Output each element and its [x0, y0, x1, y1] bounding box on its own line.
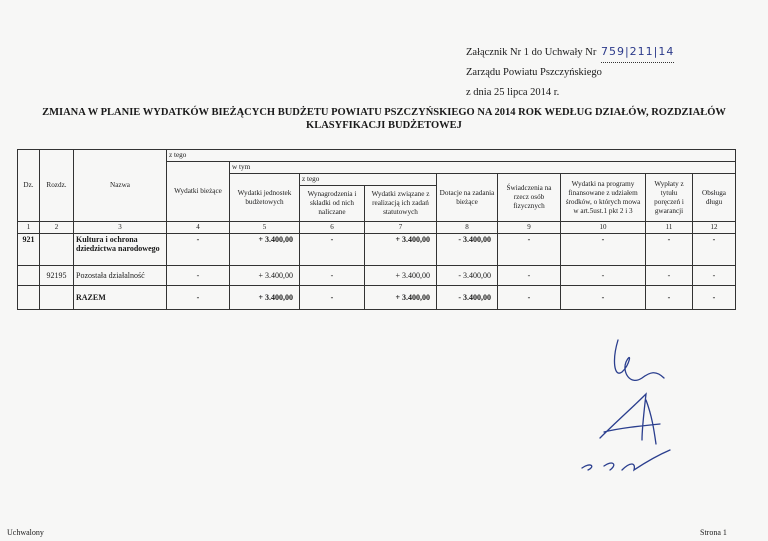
cell-swiadczenia: -	[498, 286, 561, 310]
attachment-line2: Zarządu Powiatu Pszczyńskiego	[466, 67, 602, 78]
signature-2	[600, 394, 660, 444]
col-number: 8	[437, 222, 498, 234]
header-z-tego: z tego	[167, 150, 736, 162]
col-number: 10	[561, 222, 646, 234]
cell-wydatki-jednostek: + 3.400,00	[230, 266, 300, 286]
col-number: 1	[18, 222, 40, 234]
header-rozdz: Rozdz.	[40, 150, 74, 222]
cell-wydatki-jednostek: + 3.400,00	[230, 286, 300, 310]
title-line1: ZMIANA W PLANIE WYDATKÓW BIEŻĄCYCH BUDŻETU POWIATU PSZCZYŃSKIEGO NA 2014 ROK WEDŁUG DZIAŁÓW, ROZDZIAŁÓW	[42, 107, 726, 118]
cell-dz: 921	[18, 234, 40, 266]
cell-obsluga: -	[693, 286, 736, 310]
cell-wydatki-jednostek: + 3.400,00	[230, 234, 300, 266]
cell-swiadczenia: -	[498, 266, 561, 286]
cell-rozdz: 92195	[40, 266, 74, 286]
cell-rozdz	[40, 234, 74, 266]
header-wynagrodzenia: Wynagrodzenia i składki od nich naliczane	[300, 186, 365, 222]
header-wyplaty: Wypłaty z tytułu poręczeń i gwarancji	[646, 174, 693, 222]
cell-wynagrodzenia: -	[300, 266, 365, 286]
handwritten-signatures	[560, 320, 720, 480]
col-number: 12	[693, 222, 736, 234]
col-number: 2	[40, 222, 74, 234]
cell-nazwa: Kultura i ochrona dziedzictwa narodowego	[74, 234, 167, 266]
cell-wyplaty: -	[646, 286, 693, 310]
header-dotacje: Dotacje na zadania bieżące	[437, 174, 498, 222]
cell-wyplaty: -	[646, 234, 693, 266]
col-number: 9	[498, 222, 561, 234]
header-programy: Wydatki na programy finansowane z udziałem środków, o których mowa w art.5ust.1 pkt 2 i 3	[561, 174, 646, 222]
cell-dz	[18, 266, 40, 286]
signature-1	[615, 340, 664, 380]
title-line2: KLASYFIKACJI BUDŻETOWEJ	[306, 120, 462, 131]
table-row	[18, 266, 736, 286]
cell-wydatki-zwiazane: + 3.400,00	[365, 234, 437, 266]
resolution-number: 759|211|14	[601, 42, 674, 63]
header-nazwa: Nazwa	[74, 150, 167, 222]
cell-obsluga: -	[693, 234, 736, 266]
document-title	[20, 106, 748, 132]
header-wydatki-zwiazane: Wydatki związane z realizacją ich zadań statutowych	[365, 186, 437, 222]
cell-dotacje: - 3.400,00	[437, 234, 498, 266]
cell-nazwa: RAZEM	[74, 286, 167, 310]
signature-3	[582, 450, 670, 470]
cell-dotacje: - 3.400,00	[437, 266, 498, 286]
budget-table	[17, 149, 736, 310]
cell-wydatki-zwiazane: + 3.400,00	[365, 286, 437, 310]
col-number: 6	[300, 222, 365, 234]
header-swiadczenia: Świadczenia na rzecz osób fizycznych	[498, 174, 561, 222]
header-z-tego-2: z tego	[300, 174, 437, 186]
header-w-tym: w tym	[230, 162, 736, 174]
cell-swiadczenia: -	[498, 234, 561, 266]
cell-programy: -	[561, 266, 646, 286]
cell-programy: -	[561, 234, 646, 266]
col-number: 5	[230, 222, 300, 234]
col-number: 11	[646, 222, 693, 234]
col-number: 7	[365, 222, 437, 234]
cell-programy: -	[561, 286, 646, 310]
cell-wydatki-biezace: -	[167, 234, 230, 266]
cell-wydatki-zwiazane: + 3.400,00	[365, 266, 437, 286]
table-row	[18, 234, 736, 266]
cell-wynagrodzenia: -	[300, 286, 365, 310]
footer-status: Uchwalony	[7, 528, 44, 537]
cell-wydatki-biezace: -	[167, 286, 230, 310]
header-wydatki-jednostek: Wydatki jednostek budżetowych	[230, 174, 300, 222]
cell-wydatki-biezace: -	[167, 266, 230, 286]
footer-page-number: Strona 1	[700, 528, 727, 537]
cell-dz	[18, 286, 40, 310]
attachment-note	[466, 42, 674, 103]
header-dz: Dz.	[18, 150, 40, 222]
cell-obsluga: -	[693, 266, 736, 286]
cell-wynagrodzenia: -	[300, 234, 365, 266]
cell-wyplaty: -	[646, 266, 693, 286]
header-wydatki-biezace: Wydatki bieżące	[167, 162, 230, 222]
col-number: 4	[167, 222, 230, 234]
attachment-line3: z dnia 25 lipca 2014 r.	[466, 87, 560, 98]
header-obsluga: Obsługa długu	[693, 174, 736, 222]
cell-dotacje: - 3.400,00	[437, 286, 498, 310]
table-row	[18, 286, 736, 310]
col-number: 3	[74, 222, 167, 234]
attachment-line1: Załącznik Nr 1 do Uchwały Nr	[466, 47, 597, 58]
cell-nazwa: Pozostała działalność	[74, 266, 167, 286]
cell-rozdz	[40, 286, 74, 310]
